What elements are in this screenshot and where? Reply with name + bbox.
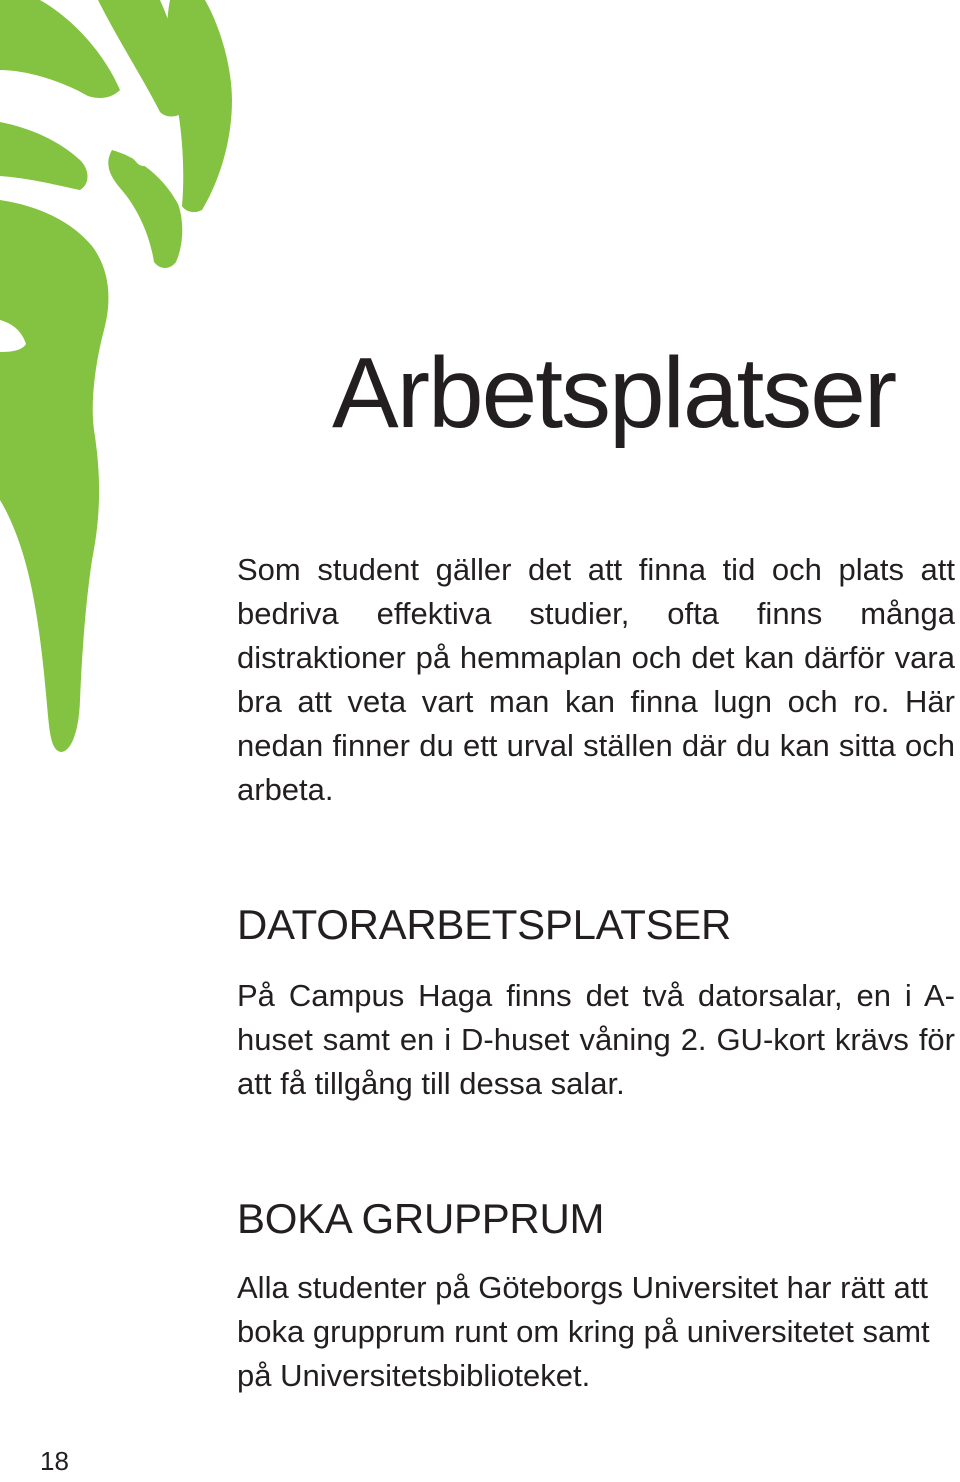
- section-text-datorarbetsplatser: På Campus Haga finns det två datorsalar, en i A-huset samt en i D-huset våning 2. GU-kort krävs för att få tillgång till dessa salar.: [237, 978, 955, 1101]
- section-heading-datorarbetsplatser: DATORARBETSPLATSER: [237, 901, 732, 948]
- page-title: Arbetsplatser: [332, 337, 896, 449]
- section-text-boka-grupprum: Alla studenter på Göteborgs Universitet har rätt att boka grupprum runt om kring på universitetet samt på Universitetsbiblioteket.: [237, 1270, 930, 1393]
- section-heading-boka-grupprum: BOKA GRUPPRUM: [237, 1195, 605, 1242]
- page-number: 18: [40, 1446, 69, 1476]
- intro-paragraph: Som student gäller det att finna tid och plats att bedriva effektiva studier, ofta finns många distraktioner på hemmaplan och det kan därför vara bra att veta vart man kan finna lugn och ro. Här nedan finner du ett urval ställen där du kan sitta och arbeta.: [237, 552, 955, 807]
- leaf-illustration: [0, 0, 260, 760]
